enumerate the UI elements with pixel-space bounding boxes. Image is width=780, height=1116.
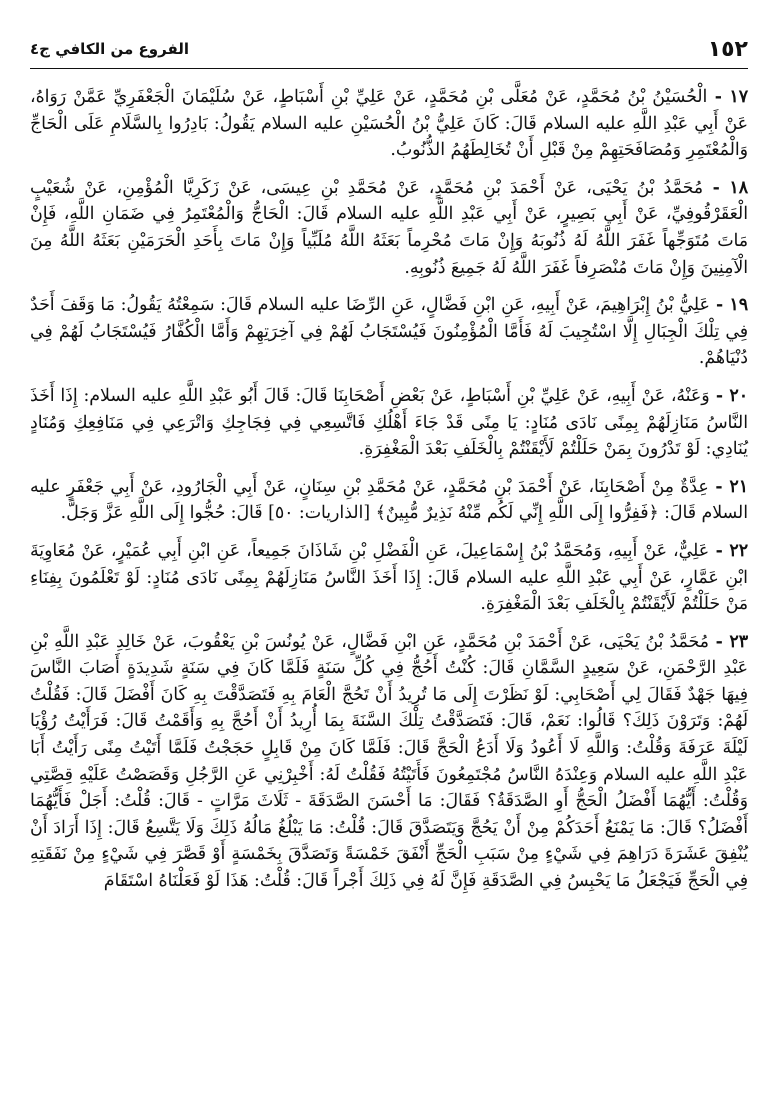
book-title: الفروع من الكافي ج٤ xyxy=(30,40,190,58)
hadith-text: الْحُسَيْنُ بْنُ مُحَمَّدٍ، عَنْ مُعَلَّى بْنِ مُحَمَّدٍ، عَنْ عَلِيِّ بْنِ أَسْبَاطٍ، عَنْ سُلَيْمَانَ الْجَعْفَرِيِّ عَمَّنْ رَوَاهُ، عَنْ أَبِي عَبْدِ اللَّهِ عليه السلام قَالَ: كَانَ عَلِيُّ بْنُ الْحُسَيْنِ عليه السلام يَقُولُ: بَادِرُوا بِالسَّلَامِ عَلَى الْحَاجِّ وَالْمُعْتَمِرِ وَمُصَافَحَتِهِمْ مِنْ قَبْلِ أَنْ تُخَالِطَهُمُ الذُّنُوبُ. xyxy=(30,87,748,161)
hadith-number: ١٨ xyxy=(729,177,748,198)
hadith-text: عَلِيٌّ، عَنْ أَبِيهِ، وَمُحَمَّدُ بْنُ إِسْمَاعِيلَ، عَنِ الْفَضْلِ بْنِ شَاذَانَ جَمِيعاً، عَنِ ابْنِ أَبِي عُمَيْرٍ، عَنْ مُعَاوِيَةَ ابْنِ عَمَّارٍ، عَنْ أَبِي عَبْدِ اللَّهِ عليه السلام قَالَ: إِذَا أَخَذَ النَّاسُ مَنَازِلَهُمْ بِمِنًى نَادَى مُنَادٍ: لَوْ تَعْلَمُونَ بِفِنَاءِ مَنْ حَلَلْتُمْ لَأَيْقَنْتُمْ بِالْخَلَفِ بَعْدَ الْمَغْفِرَةِ. xyxy=(30,540,748,615)
page-number: ١٥٢ xyxy=(707,36,748,62)
page-body xyxy=(30,84,748,895)
hadith-number: ٢٠ xyxy=(729,385,748,406)
hadith-number: ٢٣ xyxy=(729,631,748,652)
hadith-19: ١٩ - عَلِيُّ بْنُ إِبْرَاهِيمَ، عَنْ أَبِيهِ، عَنِ ابْنِ فَضَّالٍ، عَنِ الرِّضَا عليه السلام قَالَ: سَمِعْتُهُ يَقُولُ: مَا وَقَفَ أَحَدٌ فِي تِلْكَ الْجِبَالِ إِلَّا اسْتُجِيبَ لَهُ فَأَمَّا الْمُؤْمِنُونَ فَيُسْتَجَابُ لَهُمْ فِي آخِرَتِهِمْ وَأَمَّا الْكُفَّارُ فَيُسْتَجَابُ لَهُمْ فِي دُنْيَاهُمْ. xyxy=(30,295,748,369)
hadith-22: ٢٢ - عَلِيٌّ، عَنْ أَبِيهِ، وَمُحَمَّدُ بْنُ إِسْمَاعِيلَ، عَنِ الْفَضْلِ بْنِ شَاذَانَ جَمِيعاً، عَنِ ابْنِ أَبِي عُمَيْرٍ، عَنْ مُعَاوِيَةَ ابْنِ عَمَّارٍ، عَنْ أَبِي عَبْدِ اللَّهِ عليه السلام قَالَ: إِذَا أَخَذَ النَّاسُ مَنَازِلَهُمْ بِمِنًى نَادَى مُنَادٍ: لَوْ تَعْلَمُونَ بِفِنَاءِ مَنْ حَلَلْتُمْ لَأَيْقَنْتُمْ بِالْخَلَفِ بَعْدَ الْمَغْفِرَةِ. xyxy=(30,540,748,615)
hadith-text: عَلِيُّ بْنُ إِبْرَاهِيمَ، عَنْ أَبِيهِ، عَنِ ابْنِ فَضَّالٍ، عَنِ الرِّضَا عليه السلام قَالَ: سَمِعْتُهُ يَقُولُ: مَا وَقَفَ أَحَدٌ فِي تِلْكَ الْجِبَالِ إِلَّا اسْتُجِيبَ لَهُ فَأَمَّا الْمُؤْمِنُونَ فَيُسْتَجَابُ لَهُمْ فِي آخِرَتِهِمْ وَأَمَّا الْكُفَّارُ فَيُسْتَجَابُ لَهُمْ فِي دُنْيَاهُمْ. xyxy=(30,295,748,369)
hadith-20: ٢٠ - وَعَنْهُ، عَنْ أَبِيهِ، عَنْ عَلِيِّ بْنِ أَسْبَاطٍ، عَنْ بَعْضِ أَصْحَابِنَا قَالَ: قَالَ أَبُو عَبْدِ اللَّهِ عليه السلام: إِذَا أَخَذَ النَّاسُ مَنَازِلَهُمْ بِمِنًى نَادَى مُنَادٍ: يَا مِنًى قَدْ جَاءَ أَهْلُكِ فَاتَّسِعِي فِي فِجَاجِكِ وَاتْرَعِي فِي مَنَافِعِكِ وَمُنَادٍ يُنَادِي: لَوْ تَدْرُونَ بِمَنْ حَلَلْتُمْ لَأَيْقَنْتُمْ بِالْخَلَفِ بَعْدَ الْمَغْفِرَةِ. xyxy=(30,385,748,460)
hadith-number: ٢١ xyxy=(729,476,748,497)
page-header xyxy=(30,30,748,69)
hadith-21: ٢١ - عِدَّةٌ مِنْ أَصْحَابِنَا، عَنْ أَحْمَدَ بْنِ مُحَمَّدٍ، عَنْ مُحَمَّدِ بْنِ سِنَانٍ، عَنْ أَبِي الْجَارُودِ، عَنْ أَبِي جَعْفَرٍ عليه السلام قَالَ: ﴿فَفِرُّوا إِلَى اللَّهِ إِنِّي لَكُم مِّنْهُ نَذِيرٌ مُّبِينٌ﴾ [الذاريات: ٥٠] قَالَ: حُجُّوا إِلَى اللَّهِ عَزَّ وَجَلَّ. xyxy=(30,476,748,524)
hadith-text: وَعَنْهُ، عَنْ أَبِيهِ، عَنْ عَلِيِّ بْنِ أَسْبَاطٍ، عَنْ بَعْضِ أَصْحَابِنَا قَالَ: قَالَ أَبُو عَبْدِ اللَّهِ عليه السلام: إِذَا أَخَذَ النَّاسُ مَنَازِلَهُمْ بِمِنًى نَادَى مُنَادٍ: يَا مِنًى قَدْ جَاءَ أَهْلُكِ فَاتَّسِعِي فِي فِجَاجِكِ وَاتْرَعِي فِي مَنَافِعِكِ وَمُنَادٍ يُنَادِي: لَوْ تَدْرُونَ بِمَنْ حَلَلْتُمْ لَأَيْقَنْتُمْ بِالْخَلَفِ بَعْدَ الْمَغْفِرَةِ. xyxy=(30,385,748,460)
hadith-text: مُحَمَّدُ بْنُ يَحْيَى، عَنْ أَحْمَدَ بْنِ مُحَمَّدٍ، عَنِ ابْنِ فَضَّالٍ، عَنْ يُونُسَ بْنِ يَعْقُوبَ، عَنْ خَالِدِ عَبْدِ اللَّهِ بْنِ عَبْدِ الرَّحْمَنِ، عَنْ سَعِيدٍ السَّمَّانِ قَالَ: كُنْتُ أَحُجُّ فِي كُلِّ سَنَةٍ فَلَمَّا كَانَ فِي سَنَةٍ شَدِيدَةٍ أَصَابَ النَّاسَ فِيهَا جَهْدٌ فَقَالَ لِي أَصْحَابِي: لَوْ نَظَرْتَ إِلَى مَا تُرِيدُ أَنْ تَحُجَّ الْعَامَ بِهِ فَتَصَدَّقْتَ بِهِ كَانَ أَفْضَلَ قَالَ: فَقُلْتُ لَهُمْ: وَتَرَوْنَ ذَلِكَ؟ قَالُوا: نَعَمْ، قَالَ: فَتَصَدَّقْتُ تِلْكَ السَّنَةَ بِمَا أُرِيدُ أَنْ أَحُجَّ بِهِ وَأَقَمْتُ قَالَ: فَرَأَيْتُ رُؤْيَا لَيْلَةَ عَرَفَةَ وَقُلْتُ: وَاللَّهِ لَا أَعُودُ وَلَا أَدَعُ الْحَجَّ قَالَ: فَلَمَّا كَانَ مِنْ قَابِلٍ حَجَجْتُ فَلَمَّا أَتَيْتُ مِنًى رَأَيْتُ أَبَا عَبْدِ اللَّهِ عليه السلام وَعِنْدَهُ النَّاسُ مُجْتَمِعُونَ فَأَتَيْتُهُ فَقُلْتُ لَهُ: أَخْبِرْنِي عَنِ الرَّجُلِ وَقَصَصْتُ عَلَيْهِ قِصَّتِي وَقُلْتُ: أَيُّهُمَا أَفْضَلُ الْحَجُّ أَوِ الصَّدَقَةُ؟ فَقَالَ: مَا أَحْسَنَ الصَّدَقَةَ - ثَلَاثَ مَرَّاتٍ - قَالَ: قُلْتُ: أَجَلْ فَأَيُّهُمَا أَفْضَلُ؟ قَالَ: مَا يَمْنَعُ أَحَدَكُمْ مِنْ أَنْ يَحُجَّ وَيَتَصَدَّقَ قَالَ: قُلْتُ: مَا يَبْلُغُ مَالُهُ ذَلِكَ وَلَا يَتَّسِعُ قَالَ: إِذَا أَرَادَ أَنْ يُنْفِقَ عَشَرَةَ دَرَاهِمَ فِي شَيْءٍ مِنْ سَبَبِ الْحَجِّ أَنْفَقَ خَمْسَةً وَتَصَدَّقَ بِخَمْسَةٍ أَوْ قَصَّرَ فِي شَيْءٍ مِنْ نَفَقَتِهِ فِي الْحَجِّ فَيَجْعَلُ مَا يَحْبِسُ فِي الصَّدَقَةِ فَإِنَّ لَهُ فِي ذَلِكَ أَجْراً قَالَ: قُلْتُ: هَذَا لَوْ فَعَلْنَاهُ اسْتَقَامَ xyxy=(30,631,748,892)
hadith-number: ١٧ xyxy=(729,87,748,107)
hadith-number: ٢٢ xyxy=(729,540,748,561)
hadith-23: ٢٣ - مُحَمَّدُ بْنُ يَحْيَى، عَنْ أَحْمَدَ بْنِ مُحَمَّدٍ، عَنِ ابْنِ فَضَّالٍ، عَنْ يُونُسَ بْنِ يَعْقُوبَ، عَنْ خَالِدِ عَبْدِ اللَّهِ بْنِ عَبْدِ الرَّحْمَنِ، عَنْ سَعِيدٍ السَّمَّانِ قَالَ: كُنْتُ أَحُجُّ فِي كُلِّ سَنَةٍ فَلَمَّا كَانَ فِي سَنَةٍ شَدِيدَةٍ أَصَابَ النَّاسَ فِيهَا جَهْدٌ فَقَالَ لِي أَصْحَابِي: لَوْ نَظَرْتَ إِلَى مَا تُرِيدُ أَنْ تَحُجَّ الْعَامَ بِهِ فَتَصَدَّقْتَ بِهِ كَانَ أَفْضَلَ قَالَ: فَقُلْتُ لَهُمْ: وَتَرَوْنَ ذَلِكَ؟ قَالُوا: نَعَمْ، قَالَ: فَتَصَدَّقْتُ تِلْكَ السَّنَةَ بِمَا أُرِيدُ أَنْ أَحُجَّ بِهِ وَأَقَمْتُ قَالَ: فَرَأَيْتُ رُؤْيَا لَيْلَةَ عَرَفَةَ وَقُلْتُ: وَاللَّهِ لَا أَعُودُ وَلَا أَدَعُ الْحَجَّ قَالَ: فَلَمَّا كَانَ مِنْ قَابِلٍ حَجَجْتُ فَلَمَّا أَتَيْتُ مِنًى رَأَيْتُ أَبَا عَبْدِ اللَّهِ عليه السلام وَعِنْدَهُ النَّاسُ مُجْتَمِعُونَ فَأَتَيْتُهُ فَقُلْتُ لَهُ: أَخْبِرْنِي عَنِ الرَّجُلِ وَقَصَصْتُ عَلَيْهِ قِصَّتِي وَقُلْتُ: أَيُّهُمَا أَفْضَلُ الْحَجُّ أَوِ الصَّدَقَةُ؟ فَقَالَ: مَا أَحْسَنَ الصَّدَقَةَ - ثَلَاثَ مَرَّاتٍ - قَالَ: قُلْتُ: أَجَلْ فَأَيُّهُمَا أَفْضَلُ؟ قَالَ: مَا يَمْنَعُ أَحَدَكُمْ مِنْ أَنْ يَحُجَّ وَيَتَصَدَّقَ قَالَ: قُلْتُ: مَا يَبْلُغُ مَالُهُ ذَلِكَ وَلَا يَتَّسِعُ قَالَ: إِذَا أَرَادَ أَنْ يُنْفِقَ عَشَرَةَ دَرَاهِمَ فِي شَيْءٍ مِنْ سَبَبِ الْحَجِّ أَنْفَقَ خَمْسَةً وَتَصَدَّقَ بِخَمْسَةٍ أَوْ قَصَّرَ فِي شَيْءٍ مِنْ نَفَقَتِهِ فِي الْحَجِّ فَيَجْعَلُ مَا يَحْبِسُ فِي الصَّدَقَةِ فَإِنَّ لَهُ فِي ذَلِكَ أَجْراً قَالَ: قُلْتُ: هَذَا لَوْ فَعَلْنَاهُ اسْتَقَامَ xyxy=(30,631,748,892)
hadith-17: ١٧ - الْحُسَيْنُ بْنُ مُحَمَّدٍ، عَنْ مُعَلَّى بْنِ مُحَمَّدٍ، عَنْ عَلِيِّ بْنِ أَسْبَاطٍ، عَنْ سُلَيْمَانَ الْجَعْفَرِيِّ عَمَّنْ رَوَاهُ، عَنْ أَبِي عَبْدِ اللَّهِ عليه السلام قَالَ: كَانَ عَلِيُّ بْنُ الْحُسَيْنِ عليه السلام يَقُولُ: بَادِرُوا بِالسَّلَامِ عَلَى الْحَاجِّ وَالْمُعْتَمِرِ وَمُصَافَحَتِهِمْ مِنْ قَبْلِ أَنْ تُخَالِطَهُمُ الذُّنُوبُ. xyxy=(30,87,748,161)
hadith-text: مُحَمَّدُ بْنُ يَحْيَى، عَنْ أَحْمَدَ بْنِ مُحَمَّدٍ، عَنْ مُحَمَّدِ بْنِ عِيسَى، عَنْ زَكَرِيَّا الْمُؤْمِنِ، عَنْ شُعَيْبٍ الْعَقَرْقُوفِيِّ، عَنْ أَبِي بَصِيرٍ، عَنْ أَبِي عَبْدِ اللَّهِ عليه السلام قَالَ: الْحَاجُّ وَالْمُعْتَمِرُ فِي ضَمَانِ اللَّهِ، فَإِنْ مَاتَ مُتَوَجِّهاً غَفَرَ اللَّهُ لَهُ ذُنُوبَهُ وَإِنْ مَاتَ مُحْرِماً بَعَثَهُ اللَّهُ مُلَبِّياً وَإِنْ مَاتَ بِأَحَدِ الْحَرَمَيْنِ بَعَثَهُ اللَّهُ مِنَ الْآمِنِينَ وَإِنْ مَاتَ مُنْصَرِفاً غَفَرَ اللَّهُ لَهُ جَمِيعَ ذُنُوبِهِ. xyxy=(30,177,748,278)
hadith-number: ١٩ xyxy=(729,295,748,316)
hadith-text: عِدَّةٌ مِنْ أَصْحَابِنَا، عَنْ أَحْمَدَ بْنِ مُحَمَّدٍ، عَنْ مُحَمَّدِ بْنِ سِنَانٍ، عَنْ أَبِي الْجَارُودِ، عَنْ أَبِي جَعْفَرٍ عليه السلام قَالَ: ﴿فَفِرُّوا إِلَى اللَّهِ إِنِّي لَكُم مِّنْهُ نَذِيرٌ مُّبِينٌ﴾ [الذاريات: ٥٠] قَالَ: حُجُّوا إِلَى اللَّهِ عَزَّ وَجَلَّ. xyxy=(30,476,748,524)
hadith-18: ١٨ - مُحَمَّدُ بْنُ يَحْيَى، عَنْ أَحْمَدَ بْنِ مُحَمَّدٍ، عَنْ مُحَمَّدِ بْنِ عِيسَى، عَنْ زَكَرِيَّا الْمُؤْمِنِ، عَنْ شُعَيْبٍ الْعَقَرْقُوفِيِّ، عَنْ أَبِي بَصِيرٍ، عَنْ أَبِي عَبْدِ اللَّهِ عليه السلام قَالَ: الْحَاجُّ وَالْمُعْتَمِرُ فِي ضَمَانِ اللَّهِ، فَإِنْ مَاتَ مُتَوَجِّهاً غَفَرَ اللَّهُ لَهُ ذُنُوبَهُ وَإِنْ مَاتَ مُحْرِماً بَعَثَهُ اللَّهُ مُلَبِّياً وَإِنْ مَاتَ بِأَحَدِ الْحَرَمَيْنِ بَعَثَهُ اللَّهُ مِنَ الْآمِنِينَ وَإِنْ مَاتَ مُنْصَرِفاً غَفَرَ اللَّهُ لَهُ جَمِيعَ ذُنُوبِهِ. xyxy=(30,177,748,278)
